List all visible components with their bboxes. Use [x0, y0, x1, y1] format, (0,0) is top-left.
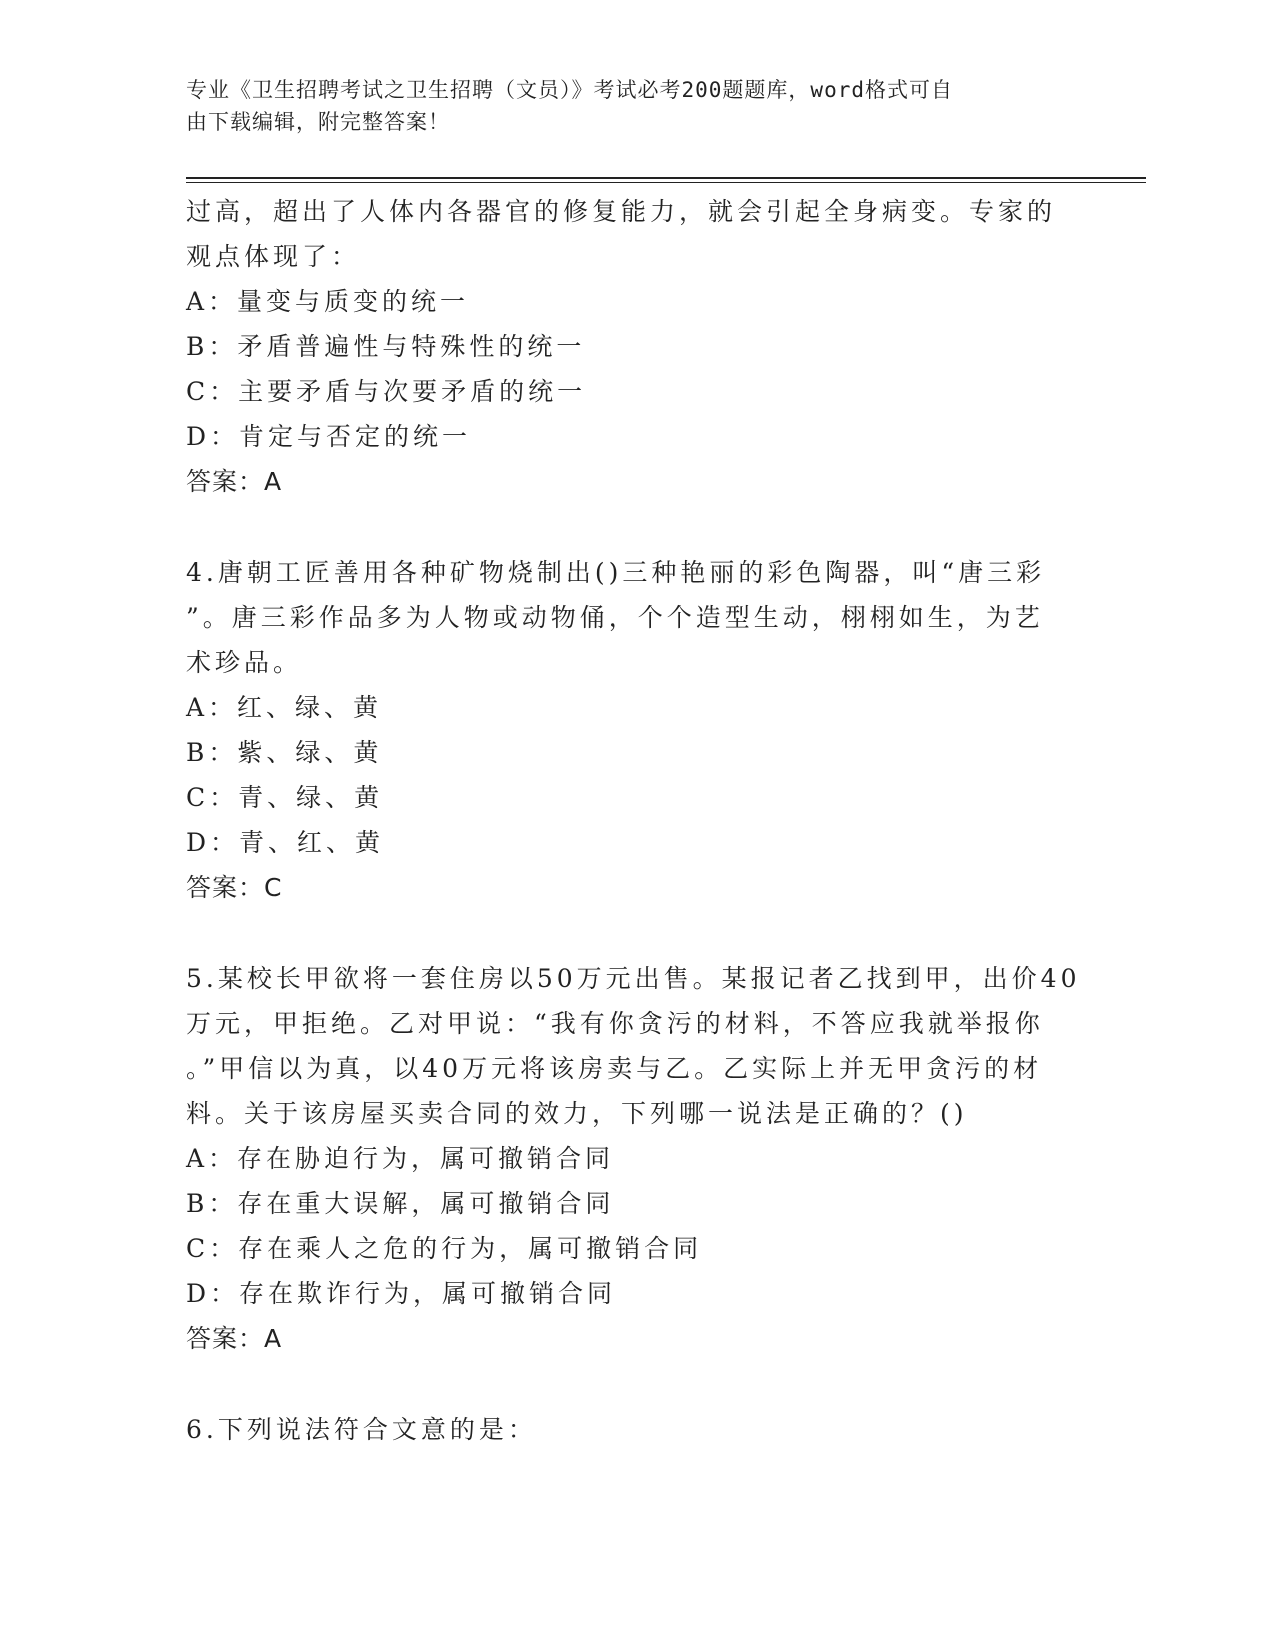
option-d: D：青、红、黄	[186, 828, 385, 857]
option-c: C：存在乘人之危的行为，属可撤销合同	[186, 1234, 703, 1263]
option-d: D：肯定与否定的统一	[186, 422, 472, 451]
option-d: D：存在欺诈行为，属可撤销合同	[186, 1279, 617, 1308]
question-stem-line: 观点体现了：	[186, 242, 361, 271]
question-6	[186, 1407, 1086, 1452]
option-c: C：主要矛盾与次要矛盾的统一	[186, 377, 587, 406]
question-stem-line: 过高，超出了人体内各器官的修复能力，就会引起全身病变。专家的	[186, 197, 1057, 226]
question-3	[186, 189, 1086, 504]
option-a: A：存在胁迫行为，属可撤销合同	[186, 1144, 615, 1173]
page-header	[186, 74, 1066, 138]
question-stem-line: 术珍品。	[186, 648, 303, 677]
answer-line: 答案：C	[186, 873, 283, 902]
header-line-2: 由下载编辑，附完整答案！	[186, 110, 450, 134]
header-divider-thin	[186, 182, 1146, 183]
answer-line: 答案：A	[186, 1324, 283, 1353]
option-b: B：紫、绿、黄	[186, 738, 383, 767]
header-line-1: 专业《卫生招聘考试之卫生招聘（文员）》考试必考200题题库，word格式可自	[186, 78, 953, 102]
option-a: A：红、绿、黄	[186, 693, 383, 722]
question-list	[186, 189, 1086, 1452]
question-stem-line: 料。关于该房屋买卖合同的效力，下列哪一说法是正确的？()	[186, 1099, 968, 1128]
question-stem-line: ”。唐三彩作品多为人物或动物俑，个个造型生动，栩栩如生，为艺	[186, 603, 1044, 632]
question-stem-line: 。”甲信以为真，以40万元将该房卖与乙。乙实际上并无甲贪污的材	[186, 1054, 1043, 1083]
option-b: B：矛盾普遍性与特殊性的统一	[186, 332, 586, 361]
question-4	[186, 550, 1086, 910]
header-divider-thick	[186, 177, 1146, 179]
question-5	[186, 956, 1086, 1361]
answer-line: 答案：A	[186, 467, 283, 496]
question-stem-line: 6.下列说法符合文意的是：	[186, 1415, 537, 1444]
question-stem-line: 4.唐朝工匠善用各种矿物烧制出()三种艳丽的彩色陶器，叫“唐三彩	[186, 558, 1046, 587]
option-a: A：量变与质变的统一	[186, 287, 470, 316]
option-b: B：存在重大误解，属可撤销合同	[186, 1189, 615, 1218]
question-stem-line: 5.某校长甲欲将一套住房以50万元出售。某报记者乙找到甲，出价40	[186, 964, 1081, 993]
option-c: C：青、绿、黄	[186, 783, 384, 812]
question-stem-line: 万元，甲拒绝。乙对甲说：“我有你贪污的材料，不答应我就举报你	[186, 1009, 1044, 1038]
